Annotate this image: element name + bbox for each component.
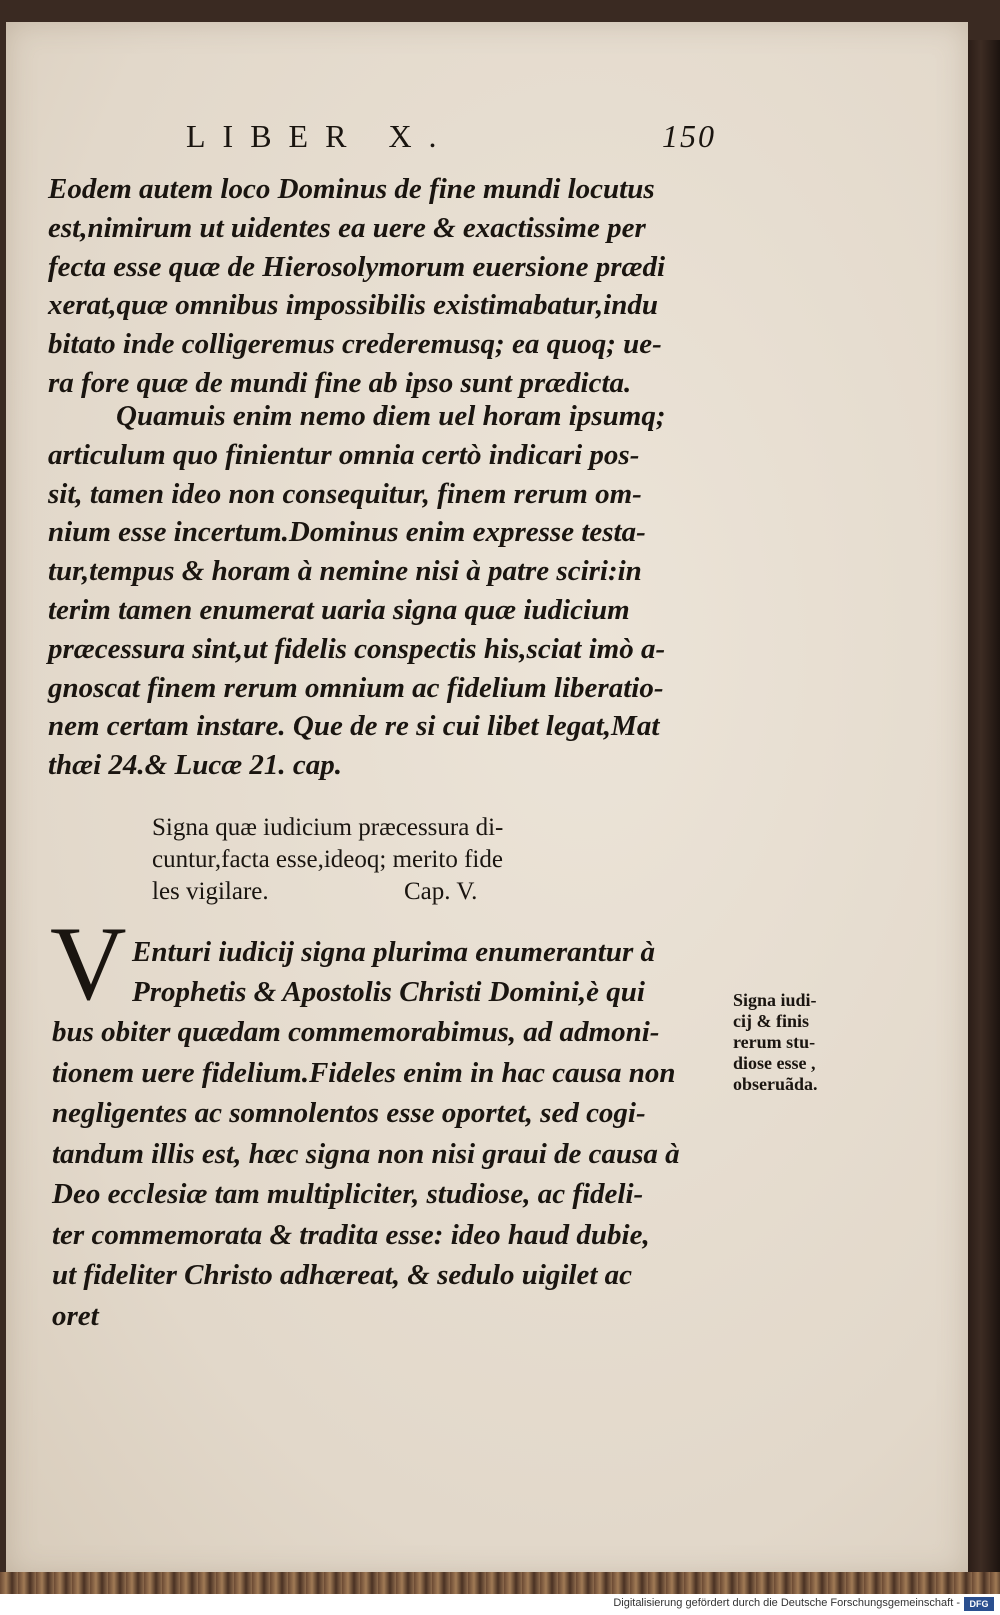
text-line: xerat,quæ omnibus impossibilis existimabatur,indu	[48, 289, 658, 322]
text-line: gnoscat finem rerum omnium ac fidelium liberatio-	[48, 671, 664, 704]
text-line: Quamuis enim nemo diem uel horam ipsumq;	[116, 400, 666, 432]
marginal-note	[733, 990, 818, 1095]
margin-line: obseruãda.	[733, 1074, 818, 1094]
running-header	[186, 118, 716, 158]
text-line: ra fore quæ de mundi fine ab ipso sunt prædicta.	[48, 366, 632, 399]
text-line: tandum illis est, hæc signa non nisi graui de causa à	[52, 1137, 680, 1170]
page-number: 150	[662, 118, 716, 154]
text-line: ter commemorata & tradita esse: ideo haud dubie,	[52, 1218, 650, 1251]
heading-line: Signa quæ iudicium præcessura di-	[152, 814, 504, 841]
text-line: Enturi iudicij signa plurima enumerantur à	[132, 936, 655, 968]
text-line: terim tamen enumerat uaria signa quæ iudicium	[48, 593, 630, 626]
text-line: bitato inde colligeremus crederemusq; ea quoq; ue-	[48, 328, 662, 361]
paragraph-1	[48, 170, 665, 403]
text-line: tionem uere fidelium.Fideles enim in hac causa non	[52, 1056, 676, 1089]
text-line: tur,tempus & horam à nemine nisi à patre sciri:in	[48, 555, 642, 588]
text-line: nem certam instare. Que de re si cui libet legat,Mat	[48, 710, 660, 743]
text-line: nium esse incertum.Dominus enim expresse testa-	[48, 516, 646, 549]
text-line: Deo ecclesiæ tam multipliciter, studiose, ac fideli-	[52, 1178, 644, 1210]
margin-line: rerum stu-	[733, 1032, 816, 1052]
book-edge-bottom	[0, 1572, 1000, 1594]
footer-credit: Digitalisierung gefördert durch die Deutsche Forschungsgemeinschaft -	[613, 1597, 960, 1609]
chapter-heading	[152, 812, 503, 908]
heading-line: cuntur,facta esse,ideoq; merito fide	[152, 846, 503, 873]
text-line: ut fideliter Christo adhæreat, & sedulo uigilet ac	[52, 1259, 633, 1291]
text-line: thæi 24.& Lucæ 21. cap.	[48, 749, 343, 782]
paragraph-2	[48, 397, 665, 785]
margin-line: diose esse ,	[733, 1053, 816, 1073]
paragraph-3-cap-lines	[132, 932, 655, 1012]
text-line: est,nimirum ut uidentes ea uere & exactissime per	[48, 211, 646, 244]
heading-line: les vigilare.	[152, 878, 269, 905]
text-line: fecta esse quæ de Hierosolymorum euersione prædi	[48, 250, 666, 283]
margin-line: cij & finis	[733, 1011, 809, 1031]
text-line: oret	[52, 1299, 99, 1332]
book-edge-right	[968, 40, 1000, 1575]
text-line: negligentes ac somnolentos esse oportet, sed cogi-	[52, 1097, 646, 1129]
text-line: articulum quo finientur omnia certò indicari pos-	[48, 438, 640, 471]
text-line: præcessura sint,ut fidelis conspectis his,sciat imò a-	[48, 632, 666, 665]
running-title: LIBER X.	[186, 118, 454, 154]
text-line: bus obiter quædam commemorabimus, ad admoni-	[52, 1016, 660, 1048]
margin-line: Signa iudi-	[733, 990, 817, 1010]
digitization-footer	[0, 1594, 1000, 1615]
text-line: Eodem autem loco Dominus de fine mundi locutus	[48, 173, 655, 205]
paragraph-3	[52, 1012, 680, 1336]
drop-cap: V	[50, 905, 127, 1022]
text-line: Prophetis & Apostolis Christi Domini,è qui	[132, 976, 645, 1008]
chapter-number: Cap. V.	[404, 878, 478, 905]
dfg-logo: DFG	[964, 1597, 994, 1611]
text-line: sit, tamen ideo non consequitur, finem rerum om-	[48, 477, 642, 510]
